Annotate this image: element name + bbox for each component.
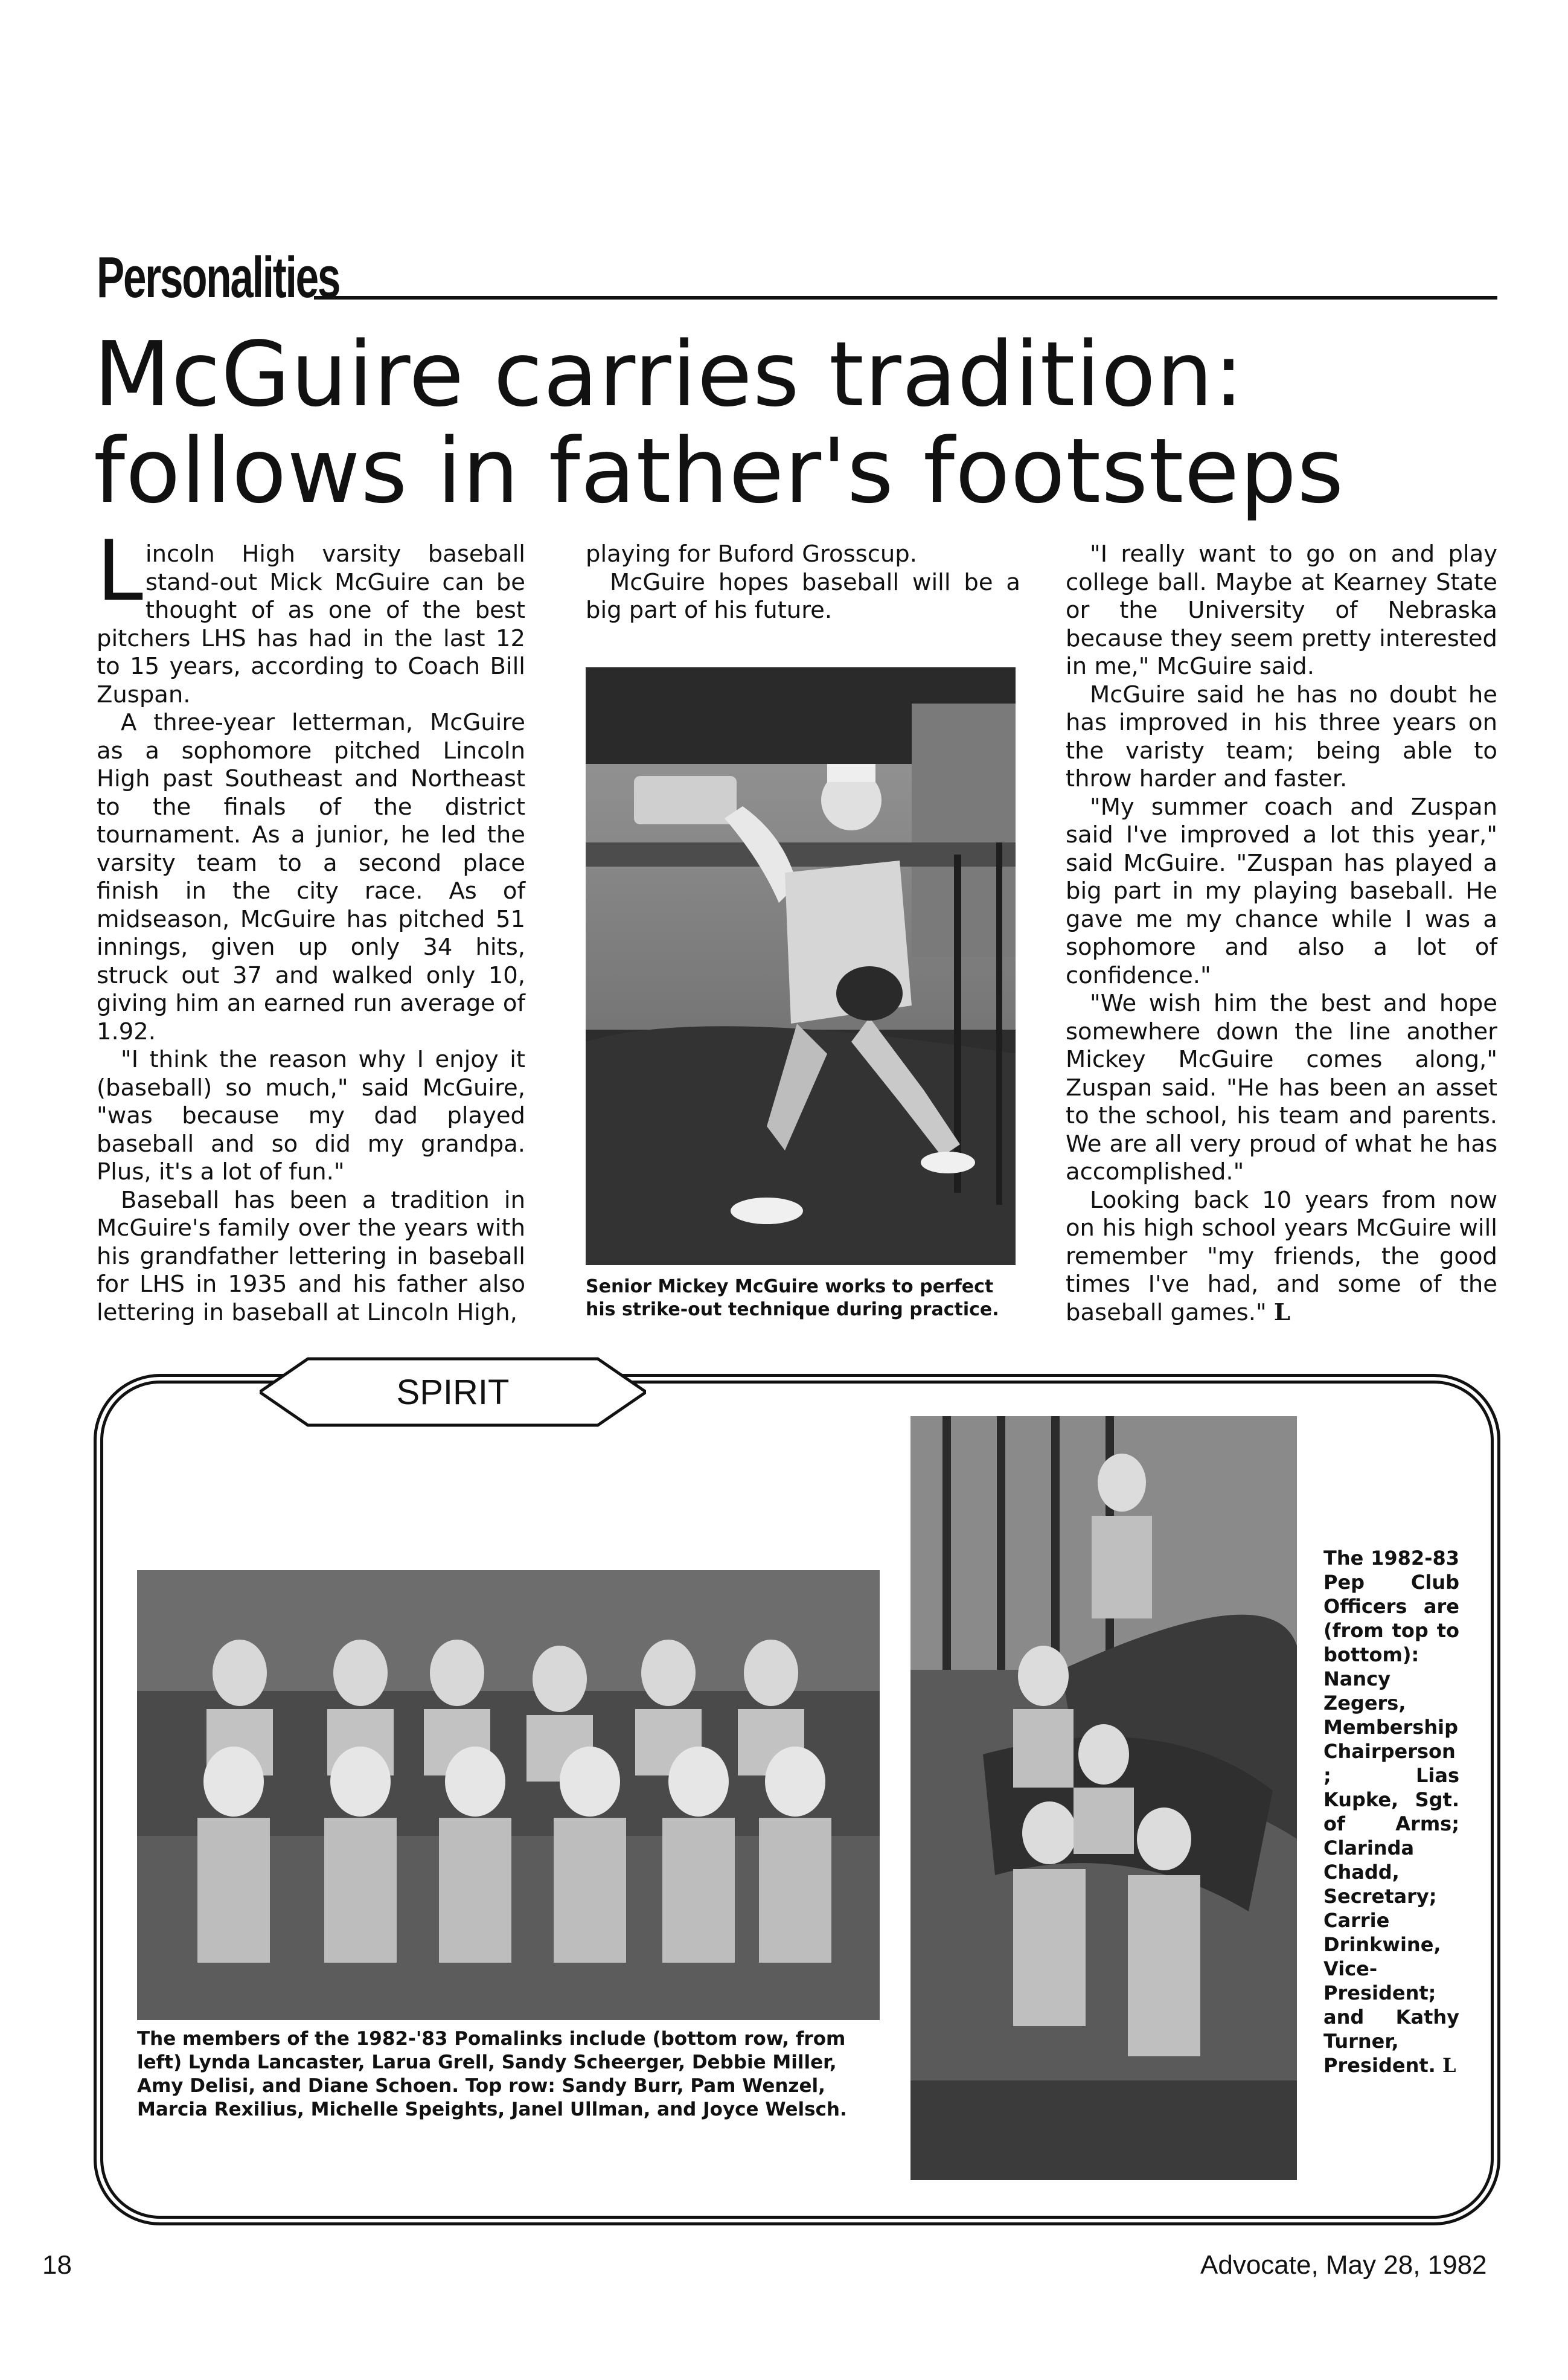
officers-caption-text: The 1982-83 Pep Club Officers are (from top to bottom): Nancy Zegers, Membership Chairperson; Lias Kupke, Sgt. of Arms; Clarinda Chadd, Secretary; Carrie Drinkwine, Vice-President; and Kathy Turner, President. (1323, 1547, 1459, 2077)
drop-cap: L (97, 522, 143, 620)
article-paragraph: "We wish him the best and hope somewhere down the line another Mickey McGuire comes along," Zuspan said. "He has been an asset to the school, his team and parents. We are all very proud of what he has accomplished." (1066, 990, 1497, 1185)
article-paragraph (1066, 1187, 1497, 1327)
article-paragraph: "I think the reason why I enjoy it (baseball) so much," said McGuire, "was because my dad played baseball and so did my grandpa. Plus, it's a lot of fun." (97, 1046, 525, 1185)
article-paragraph: "I really want to go on and play college ball. Maybe at Kearney State or the University of Nebraska because they seem pretty interested in me," McGuire said. (1066, 540, 1497, 680)
article-paragraph: McGuire hopes baseball will be a big part of his future. (586, 568, 1020, 624)
paragraph-text: Looking back 10 years from now on his high school years McGuire will remember "my friends, the good times I've had, and some of the baseball games." (1066, 1186, 1497, 1326)
paragraph-text: incoln High varsity baseball stand-out Mick McGuire can be thought of as one of the best pitchers LHS has had in the last 12 to 15 years, according to Coach Bill Zuspan. (97, 540, 525, 708)
headline (94, 322, 1512, 523)
section-rule (314, 296, 1497, 300)
pomalinks-group-photo (137, 1570, 880, 2020)
article-paragraph (97, 522, 525, 709)
article-column-1 (97, 522, 525, 1327)
pitcher-photo-art (586, 667, 1016, 1265)
spirit-label: SPIRIT (396, 1373, 510, 1412)
group-photo-caption: The members of the 1982-'83 Pomalinks include (bottom row, from left) Lynda Lancaster, Larua Grell, Sandy Scheerger, Debbie Miller, Amy Delisi, and Diane Schoen. Top row: Sandy Burr, Pam Wenzel, Marcia Rexilius, Michelle Speights, Janel Ullman, and Joyce Welsch. (137, 2028, 847, 2120)
headline-line-2: follows in father's footsteps (94, 419, 1345, 523)
article-paragraph: "My summer coach and Zuspan said I've improved a lot this year," said McGuire. "Zuspan has played a big part in my playing baseball. He gave me my chance while I was a sophomore and also a lot of confidence." (1066, 793, 1497, 989)
headline-line-1: McGuire carries tradition: (94, 322, 1244, 426)
article-paragraph: McGuire said he has no doubt he has improved in his three years on the varisty team; being able to throw harder and faster. (1066, 681, 1497, 792)
end-mark: L (1273, 1298, 1290, 1326)
page-number: 18 (42, 2250, 72, 2280)
article-paragraph: Baseball has been a tradition in McGuire's family over the years with his grandfather lettering in baseball for LHS in 1935 and his father also lettering in baseball at Lincoln High, (97, 1186, 525, 1326)
section-label: Personalities (97, 245, 340, 310)
pitcher-photo-caption: Senior Mickey McGuire works to perfect his strike-out technique during practice. (586, 1276, 999, 1320)
article-paragraph: A three-year letterman, McGuire as a sophomore pitched Lincoln High past Southeast and Northeast to the finals of the district tournament. As a junior, he led the varsity team to a second place finish in the city race. As of midseason, McGuire has pitched 51 innings, given up only 34 hits, struck out 37 and walked only 10, giving him an earned run average of 1.92. (97, 709, 525, 1045)
publication-footer: Advocate, May 28, 1982 (1200, 2250, 1487, 2280)
end-mark: L (1442, 2054, 1456, 2077)
article-paragraph: playing for Buford Grosscup. (586, 540, 917, 568)
article-column-2 (586, 540, 1020, 625)
officers-photo (910, 1416, 1297, 2180)
article-column-3 (1066, 540, 1497, 1327)
officers-caption (1323, 1546, 1459, 2077)
pitcher-photo (586, 667, 1016, 1265)
group-photo-art (137, 1570, 880, 2020)
officers-photo-art (910, 1416, 1297, 2180)
